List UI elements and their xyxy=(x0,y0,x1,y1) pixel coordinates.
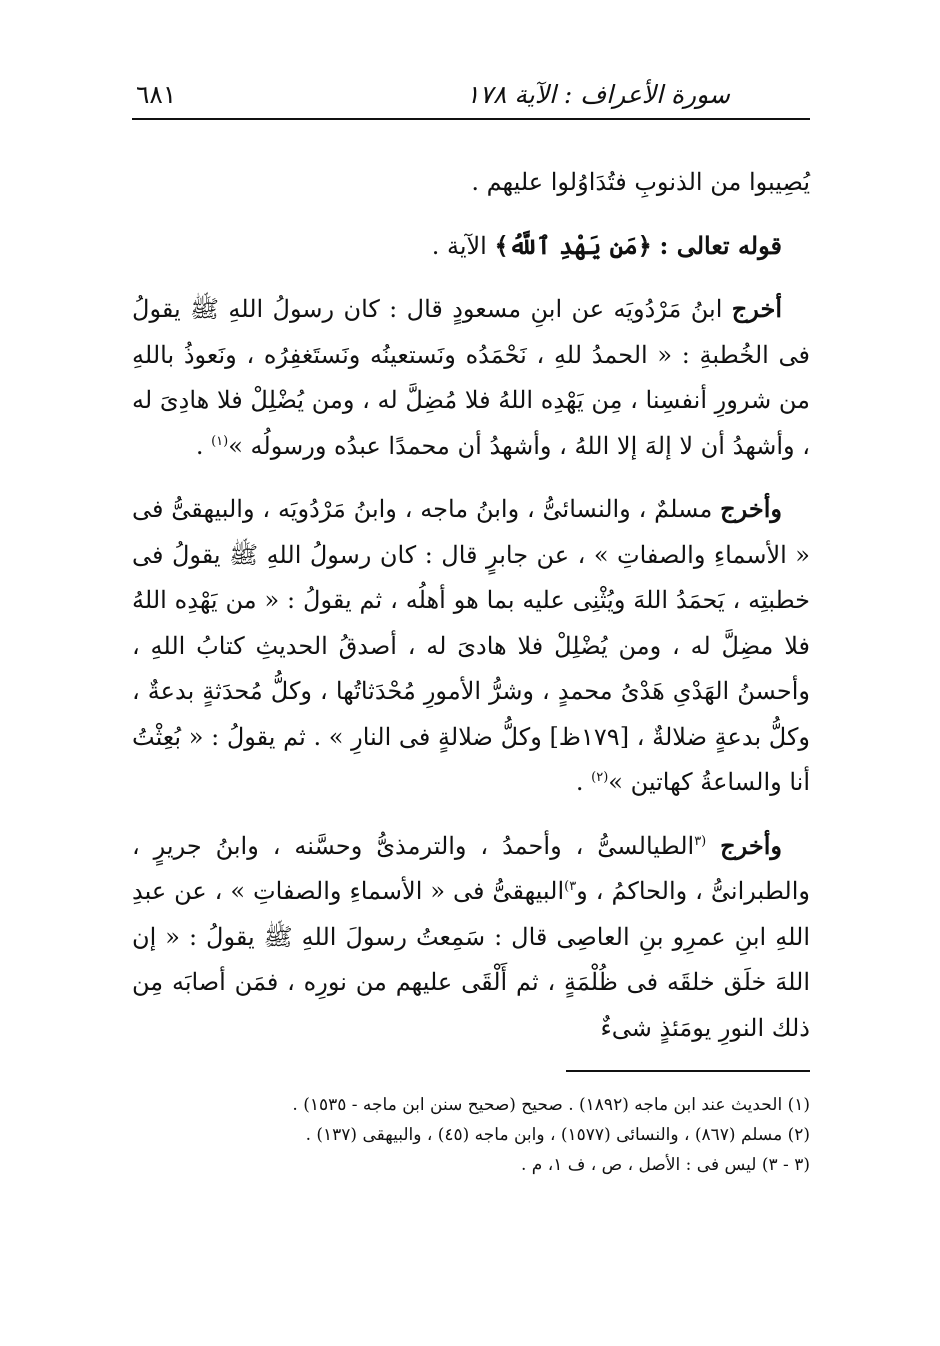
paragraph-2-lead: قوله تعالى : xyxy=(659,230,782,260)
running-title: سورة الأعراف : الآية ١٧٨ xyxy=(466,80,730,109)
paragraph-4 xyxy=(132,486,810,806)
paragraph-3 xyxy=(132,286,810,469)
footnote-ref-3-start: (٣ xyxy=(694,833,707,849)
paragraph-1-text: يُصِيبوا من الذنوبِ فتُدَاوُلوا عليهم . xyxy=(471,168,810,196)
paragraph-4-end: . xyxy=(575,768,584,796)
main-text xyxy=(132,160,810,1068)
footnote-ref-1: (١) xyxy=(211,433,229,449)
paragraph-5-text-b: البيهقىُّ فى « الأسماءِ والصفاتِ » ، عن عبدِ اللهِ ابنِ عمرِو بنِ العاصِى قال : سَمِعتُ رسولَ اللهِ ﷺ يقولُ : « إن اللهَ خلَق خلقَه فى ظُلْمَةٍ ، ثم أَلْقَى عليهم من نورِه ، فمَن أصابَه مِن ذلك النورِ يومَئذٍ شىءٌ xyxy=(132,877,810,1042)
page-number: ٦٨١ xyxy=(136,80,177,109)
footnote-3: (٣ - ٣) ليس فى : الأصل ، ص ، ف ١، م . xyxy=(520,1155,810,1175)
paragraph-2 xyxy=(132,223,810,270)
quran-verse: ﴿مَن يَهْدِ ٱللَّهُ﴾ xyxy=(494,230,652,260)
paragraph-2-rest: الآية . xyxy=(431,231,487,260)
paragraph-4-lead: وأخرج xyxy=(720,494,782,523)
paragraph-3-lead: أخرج xyxy=(731,294,782,323)
paragraph-5-text-a: الطيالسىُّ ، وأحمدُ ، والترمذىُّ وحسَّنه ، وابنُ جريرٍ ، والطبرانىُّ ، والحاكمُ ، و xyxy=(132,831,810,905)
footnote-ref-2: (٢) xyxy=(591,770,609,785)
paragraph-5-lead: وأخرج xyxy=(720,830,782,860)
page-header xyxy=(132,78,810,122)
paragraph-4-text: مسلمٌ ، والنسائىُّ ، وابنُ ماجه ، وابنُ مَرْدُويَه ، والبيهقىُّ فى « الأسماءِ والصفاتِ » ، عن جابرٍ قال : كان رسولُ اللهِ ﷺ يقولُ فى خطبتِه ، يَحمَدُ اللهَ ويُثْنِى عليه بما هو أهلُه ، ثم يقولُ : « من يَهْدِه اللهُ فلا مضِلَّ له ، ومن يُضْلِلْ فلا هادىَ له ، أصدقُ الحديثِ كتابُ اللهِ ، وأحسنُ الهَدْىِ هَدْىُ محمدٍ ، وشرُّ الأمورِ مُحْدَثاتُها ، وكلُّ مُحدَثةٍ بدعةٌ ، وكلُّ بدعةٍ ضلالةٌ ، [١٧٩ظ] وكلُّ ضلالةٍ فى النارِ » . ثم يقولُ : « بُعِثْتُ أنا والساعةُ كهاتين » xyxy=(132,495,810,796)
footnote-1: (١) الحديث عند ابن ماجه (١٨٩٢) . صحيح (صحيح سنن ابن ماجه - ١٥٣٥) . xyxy=(292,1095,810,1115)
paragraph-1 xyxy=(132,160,810,206)
footnotes xyxy=(132,1090,810,1180)
footnote-2: (٢) مسلم (٨٦٧) ، والنسائى (١٥٧٧) ، وابن ماجه (٤٥) ، والبيهقى (١٣٧) . xyxy=(305,1125,810,1145)
paragraph-3-text: ابنُ مَرْدُويَه عن ابنِ مسعودٍ قال : كان رسولُ اللهِ ﷺ يقولُ فى الخُطبةِ : « الحمدُ للهِ ، نَحْمَدُه ونَستعينُه ونَستَغفِرُه ، ونَعوذُ باللهِ من شرورِ أنفسِنا ، مِن يَهْدِه اللهُ فلا مُضِلَّ له ، ومن يُضْلِلْ فلا هادِىَ له ، وأشهدُ أن لا إلهَ إلا اللهُ ، وأشهدُ أن محمدًا عبدُه ورسولُه » xyxy=(132,295,810,460)
header-rule xyxy=(132,118,810,120)
footnote-ref-3-end: ٣) xyxy=(564,879,577,894)
paragraph-5 xyxy=(132,823,810,1052)
paragraph-3-end: . xyxy=(195,431,204,460)
footnote-rule xyxy=(566,1070,810,1072)
